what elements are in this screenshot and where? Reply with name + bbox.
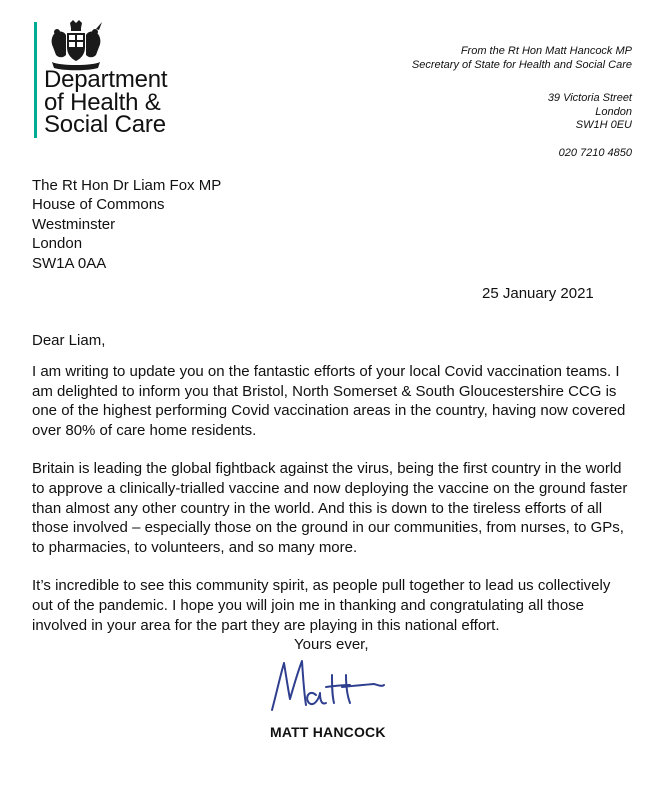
address-line: London: [595, 105, 632, 118]
body-line: those involved – especially those on the ground in our communities, from nurses, to GPs,: [32, 519, 624, 537]
body-paragraph: [32, 459, 647, 557]
logo-accent-bar: [34, 22, 37, 138]
body-line: one of the highest performing Covid vaccination areas in the country, having now covered: [32, 402, 626, 420]
department-name-line: Social Care: [44, 111, 166, 138]
sender-address: [548, 92, 632, 133]
department-name-line: Department: [44, 66, 168, 93]
salutation: Dear Liam,: [32, 332, 106, 349]
recipient-line: House of Commons: [32, 196, 165, 214]
recipient-line: SW1A 0AA: [32, 254, 107, 272]
recipient-address: [32, 176, 221, 273]
handwritten-signature-icon: [262, 655, 392, 717]
address-line: SW1H 0EU: [575, 119, 632, 131]
sender-block: [412, 44, 632, 72]
body-paragraph: [32, 576, 647, 635]
body-line: to pharmacies, to volunteers, and so many more.: [32, 538, 358, 556]
recipient-line: The Rt Hon Dr Liam Fox MP: [32, 177, 222, 194]
sender-role-line: Secretary of State for Health and Social Care: [411, 59, 632, 71]
body-line: to approve a clinically-trialled vaccine and now deploying the vaccine on the ground faster: [32, 479, 628, 497]
recipient-line: London: [32, 235, 83, 253]
sender-from-line: From the Rt Hon Matt Hancock MP: [460, 45, 632, 57]
department-logo: [32, 20, 182, 142]
signoff: Yours ever,: [294, 636, 369, 653]
department-name: [44, 66, 168, 138]
recipient-line: Westminster: [32, 215, 116, 233]
body-line: out of the pandemic. I hope you will join me in thanking and congratulating all those: [32, 596, 585, 614]
body-line: I am writing to update you on the fantastic efforts of your local Covid vaccination teams. I: [32, 363, 620, 380]
address-line: 39 Victoria Street: [547, 92, 632, 104]
body-paragraph: [32, 362, 647, 440]
body-line: It’s incredible to see this community spirit, as people pull together to lead us collectively: [32, 577, 611, 595]
department-name-line: of Health &: [44, 88, 161, 116]
letter-body: [32, 362, 647, 654]
body-line: am delighted to inform you that Bristol, North Somerset & South Gloucestershire CCG is: [32, 382, 617, 400]
body-line: over 80% of care home residents.: [32, 421, 257, 439]
body-line: involved in your area for the part they are playing in this national effort.: [32, 616, 500, 634]
sender-phone: 020 7210 4850: [558, 147, 632, 159]
royal-coat-of-arms-icon: [46, 20, 106, 72]
body-line: than almost any other country in the world. And this is down to the tireless efforts of all: [32, 499, 603, 517]
letter-date: 25 January 2021: [482, 285, 594, 302]
signatory-name: MATT HANCOCK: [270, 724, 386, 740]
body-line: Britain is leading the global fightback against the virus, being the first country in the world: [32, 460, 622, 478]
